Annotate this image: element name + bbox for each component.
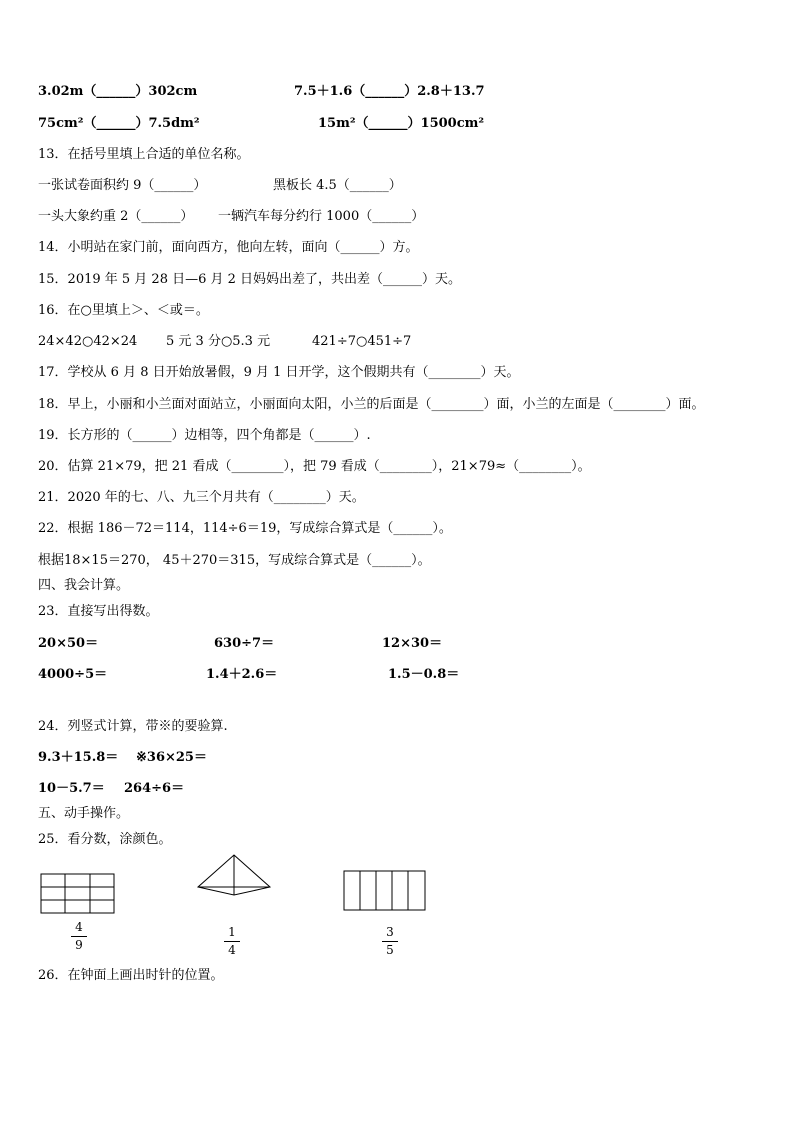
text-line-l03: 75cm²（______）7.5dm²	[38, 116, 200, 131]
text-line-l07: 黑板长 4.5（______）	[273, 178, 402, 193]
text-line-l37: 25．看分数，涂颜色。	[38, 832, 172, 847]
text-line-l30: 1.5－0.8＝	[388, 667, 460, 682]
text-line-l29: 1.4＋2.6＝	[206, 667, 278, 682]
text-line-l16: 17．学校从 6 月 8 日开始放暑假，9 月 1 日开学，这个假期共有（________）天。	[38, 365, 520, 380]
text-line-l27: 12×30＝	[382, 636, 443, 651]
text-line-l23: 四、我会计算。	[38, 578, 130, 593]
fraction-denominator: 9	[75, 938, 83, 952]
text-line-l15: 421÷7○451÷7	[312, 334, 412, 349]
text-line-l38: 26．在钟面上画出时针的位置。	[38, 968, 224, 983]
text-line-l33: ※36×25＝	[136, 750, 207, 765]
diamond-quarters	[196, 853, 272, 897]
text-line-l05: 13．在括号里填上合适的单位名称。	[38, 147, 250, 162]
text-line-l22: 根据18×15＝270， 45＋270＝315，写成综合算式是（______）。	[38, 553, 431, 568]
text-line-l13: 24×42○42×24	[38, 334, 138, 349]
fraction-bar	[382, 941, 398, 942]
text-line-l09: 一辆汽车每分约行 1000（______）	[218, 209, 425, 224]
text-line-l06: 一张试卷面积约 9（______）	[38, 178, 207, 193]
text-line-l35: 264÷6＝	[124, 781, 185, 796]
fraction-f3	[380, 926, 400, 957]
text-line-l02: 7.5＋1.6（______）2.8＋13.7	[294, 84, 485, 99]
text-line-l01: 3.02m（______）302cm	[38, 84, 198, 99]
fraction-f2	[222, 926, 242, 957]
fraction-f1	[69, 921, 89, 952]
text-line-l24: 23．直接写出得数。	[38, 604, 159, 619]
text-line-l28: 4000÷5＝	[38, 667, 108, 682]
text-line-l08: 一头大象约重 2（______）	[38, 209, 194, 224]
fraction-denominator: 5	[386, 943, 394, 957]
fraction-numerator: 1	[228, 925, 236, 939]
text-line-l10: 14．小明站在家门前，面向西方，他向左转，面向（______）方。	[38, 240, 419, 255]
fraction-bar	[224, 941, 240, 942]
fraction-bar	[71, 936, 87, 937]
rectangle-fifths	[343, 870, 427, 912]
text-line-l12: 16．在○里填上＞、＜或＝。	[38, 303, 209, 318]
text-line-l14: 5 元 3 分○5.3 元	[166, 334, 271, 349]
text-line-l19: 20．估算 21×79，把 21 看成（________），把 79 看成（________），21×79≈（________）。	[38, 459, 591, 474]
text-line-l17: 18．早上，小丽和小兰面对面站立，小丽面向太阳，小兰的后面是（________）面，小兰的左面是（________）面。	[38, 397, 705, 412]
text-line-l11: 15．2019 年 5 月 28 日—6 月 2 日妈妈出差了，共出差（______）天。	[38, 272, 462, 287]
fraction-numerator: 3	[386, 925, 394, 939]
text-line-l20: 21．2020 年的七、八、九三个月共有（________）天。	[38, 490, 365, 505]
text-line-l32: 9.3＋15.8＝	[38, 750, 119, 765]
fraction-denominator: 4	[228, 943, 236, 957]
grid-rectangle-ninths	[40, 873, 116, 915]
text-line-l34: 10－5.7＝	[38, 781, 105, 796]
text-line-l04: 15m²（______）1500cm²	[318, 116, 485, 131]
fraction-numerator: 4	[75, 920, 83, 934]
text-line-l36: 五、动手操作。	[38, 806, 130, 821]
text-line-l26: 630÷7＝	[214, 636, 275, 651]
text-line-l25: 20×50＝	[38, 636, 99, 651]
text-line-l21: 22．根据 186－72＝114，114÷6＝19，写成综合算式是（______）。	[38, 521, 452, 536]
text-line-l18: 19．长方形的（______）边相等，四个角都是（______）.	[38, 428, 371, 443]
text-line-l31: 24．列竖式计算，带※的要验算.	[38, 719, 228, 734]
